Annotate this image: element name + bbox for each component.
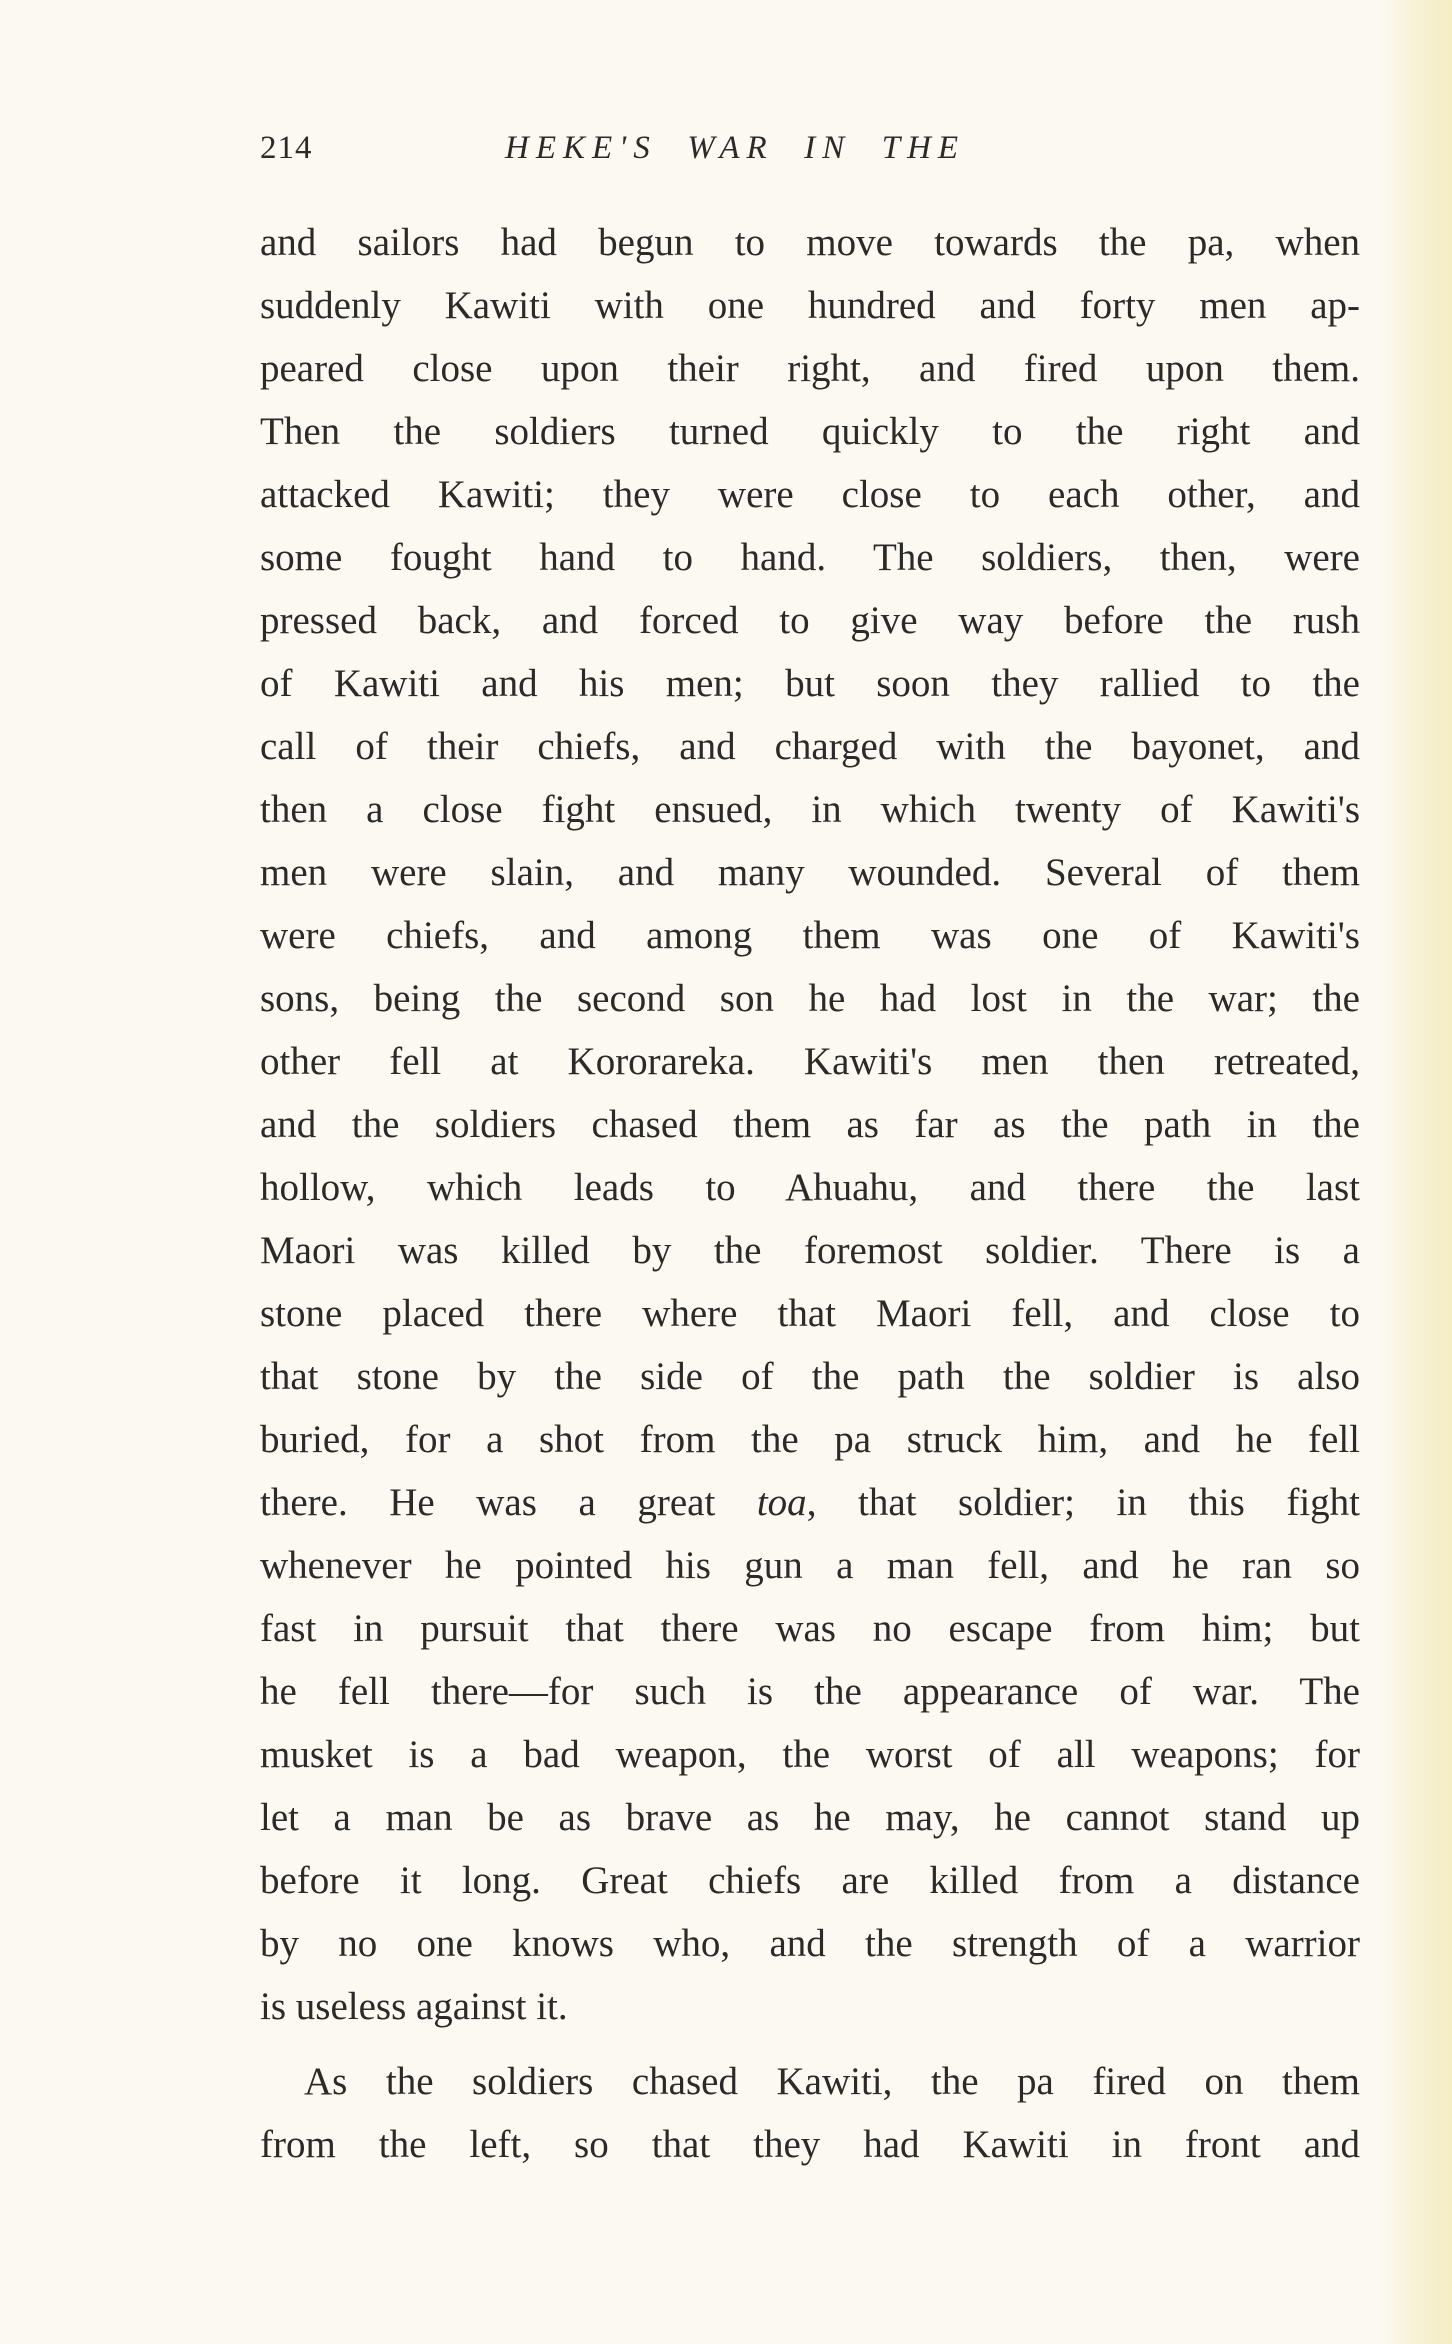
body-text	[260, 211, 1360, 2176]
text-segment: there. He was a great	[260, 1481, 757, 1524]
text-line: fast in pursuit that there was no escape from him; but	[260, 1607, 1360, 1650]
italic-word: toa	[756, 1481, 807, 1524]
book-page	[260, 0, 1360, 2344]
text-line: hollow, which leads to Ahuahu, and there the last	[260, 1166, 1360, 1209]
text-line: pressed back, and forced to give way before the rush	[260, 599, 1360, 642]
text-line: other fell at Kororareka. Kawiti's men then retreated,	[260, 1040, 1360, 1083]
text-line: were chiefs, and among them was one of Kawiti's	[260, 914, 1360, 957]
text-line: that stone by the side of the path the soldier is also	[260, 1355, 1360, 1398]
text-line: attacked Kawiti; they were close to each other, and	[260, 473, 1360, 516]
text-line: of Kawiti and his men; but soon they rallied to the	[260, 662, 1360, 705]
page-edge-tint	[1382, 0, 1452, 2344]
text-line: is useless against it.	[260, 1985, 568, 2028]
text-line: Then the soldiers turned quickly to the right and	[260, 410, 1360, 453]
text-line: Maori was killed by the foremost soldier. There is a	[260, 1229, 1360, 1272]
text-line-with-italic	[260, 1471, 1360, 1534]
text-line: by no one knows who, and the strength of a warrior	[260, 1922, 1360, 1965]
text-line: then a close fight ensued, in which twenty of Kawiti's	[260, 788, 1360, 831]
text-line: men were slain, and many wounded. Several of them	[260, 851, 1360, 894]
text-line: call of their chiefs, and charged with the bayonet, and	[260, 725, 1360, 768]
text-segment: , that soldier; in this fight	[806, 1481, 1360, 1524]
running-head	[260, 130, 1360, 180]
text-line: buried, for a shot from the pa struck him, and he fell	[260, 1418, 1360, 1461]
text-line: some fought hand to hand. The soldiers, then, were	[260, 536, 1360, 579]
text-line: and sailors had begun to move towards the pa, when	[260, 221, 1360, 264]
paragraph-gap	[260, 2038, 1360, 2050]
text-line: whenever he pointed his gun a man fell, and he ran so	[260, 1544, 1360, 1587]
paragraph	[260, 2050, 1360, 2176]
text-line: stone placed there where that Maori fell, and close to	[260, 1292, 1360, 1335]
text-line: peared close upon their right, and fired upon them.	[260, 347, 1360, 390]
page-number: 214	[260, 130, 313, 166]
text-line: musket is a bad weapon, the worst of all weapons; for	[260, 1733, 1360, 1776]
text-line: sons, being the second son he had lost in the war; the	[260, 977, 1360, 1020]
text-line: from the left, so that they had Kawiti in front and	[260, 2123, 1360, 2166]
text-line: before it long. Great chiefs are killed from a distance	[260, 1859, 1360, 1902]
text-line: let a man be as brave as he may, he cannot stand up	[260, 1796, 1360, 1839]
text-line: he fell there—for such is the appearance of war. The	[260, 1670, 1360, 1713]
running-title: HEKE'S WAR IN THE	[505, 130, 966, 166]
paragraph	[260, 211, 1360, 2038]
text-line: As the soldiers chased Kawiti, the pa fired on them	[304, 2060, 1360, 2103]
text-line: suddenly Kawiti with one hundred and forty men ap-	[260, 284, 1360, 327]
text-line: and the soldiers chased them as far as the path in the	[260, 1103, 1360, 1146]
